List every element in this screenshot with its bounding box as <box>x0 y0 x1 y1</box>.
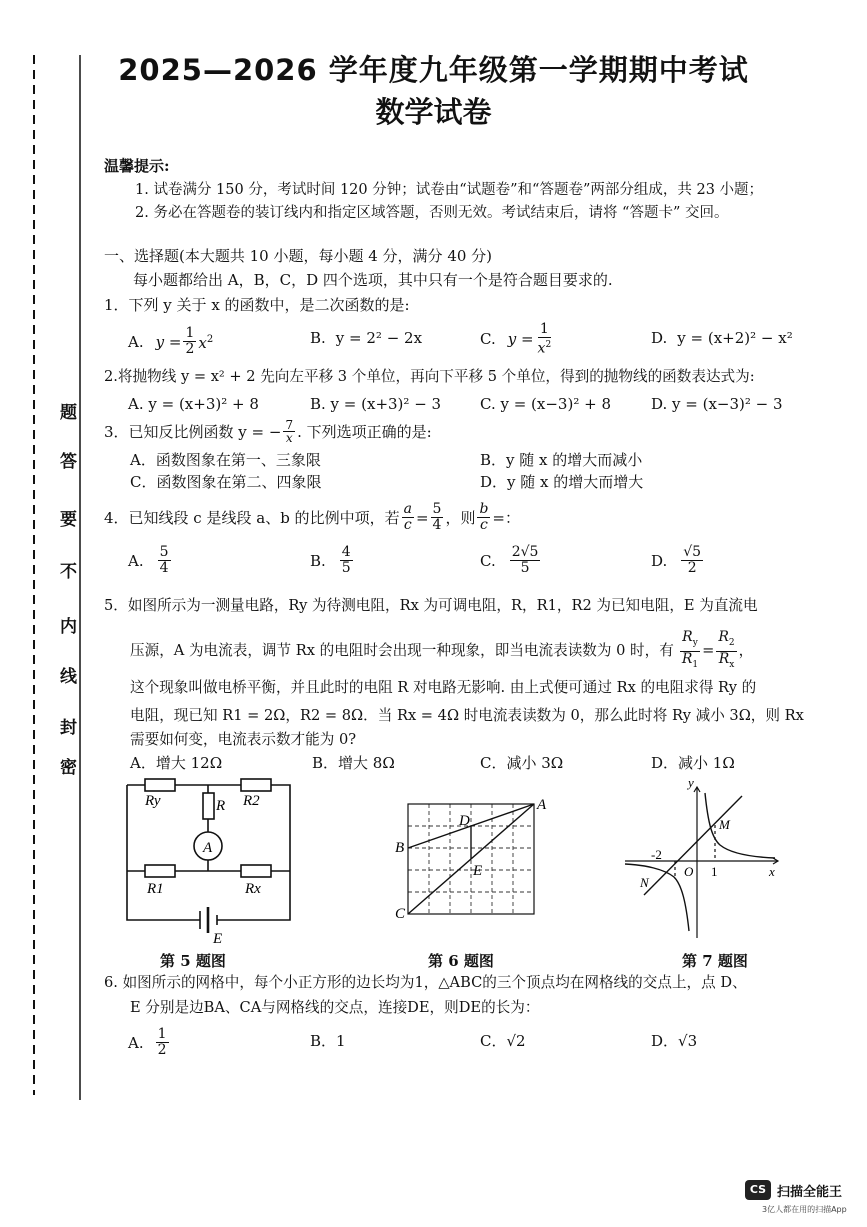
fraction: $\frac{b}{c}$ <box>479 501 489 533</box>
scanner-watermark <box>745 1180 842 1200</box>
fig7-label-x: x <box>769 864 775 879</box>
fraction: $\frac{5}{4}$ <box>432 501 442 533</box>
notice-item: 2. 务必在答题卷的装订线内和指定区域答题，否则无效。考试结束后，请将 “答题卡” 交回。 <box>135 205 729 221</box>
fraction: $\frac{7}{x}$ <box>285 418 294 445</box>
q3-option-c: C．函数图象在第二、四象限 <box>130 473 322 491</box>
question-1-stem: 1．下列 y 关于 x 的函数中，是二次函数的是: <box>104 296 410 314</box>
question-5-line: 5．如图所示为一测量电路，Ry 为待测电阻，Rx 为可调电阻，R，R1，R2 为已知电阻，E 为直流电 <box>104 597 758 614</box>
q1-option-b: B. y = 2² − 2x <box>310 329 423 347</box>
q2-option-a: A. y = (x+3)² + 8 <box>128 395 259 413</box>
sidebar-char: 答 <box>60 452 77 472</box>
notice-item: 1. 试卷满分 150 分，考试时间 120 分钟；试卷由“试题卷”和“答题卷”两部分组成，共 23 小题； <box>135 182 764 198</box>
q6-option-b: B．1 <box>310 1032 346 1050</box>
figure-6-caption: 第 6 题图 <box>428 952 494 970</box>
question-6-line: 6. 如图所示的网格中，每个小正方形的边长均为1，△ABC的三个顶点均在网格线的交点上，点 D、 <box>104 974 747 991</box>
fig7-label-neg2: -2 <box>651 847 662 862</box>
fig7-label-1: 1 <box>711 864 718 879</box>
fig7-label-n: N <box>640 875 649 890</box>
sidebar-char: 题 <box>60 403 77 423</box>
fig6-label-b: B <box>395 840 405 856</box>
page-title: 2025—2026 学年度九年级第一学期期中考试 <box>118 53 749 87</box>
fig5-label-e: E <box>213 931 223 945</box>
figure-5-circuit <box>115 775 305 945</box>
sidebar-char: 封 <box>60 718 77 738</box>
sidebar-char: 线 <box>60 667 77 687</box>
q6-option-a: A. $\frac{1}{2}$ <box>128 1026 167 1058</box>
page-subtitle: 数学试卷 <box>375 95 492 129</box>
figure-7-caption: 第 7 题图 <box>682 952 748 970</box>
option-letter: C. <box>480 330 496 349</box>
fig5-label-r: R <box>216 798 226 814</box>
question-5-line: 这个现象叫做电桥平衡，并且此时的电阻 R 对电路无影响. 由上式便可通过 Rx 的电阻求得 Ry 的 <box>130 679 757 696</box>
fig7-label-y: y <box>688 775 694 790</box>
q1-option-d: D. y = (x+2)² − x² <box>651 329 793 347</box>
q6-option-c: C．√2 <box>480 1032 526 1050</box>
fig7-label-o: O <box>684 864 694 879</box>
scanner-logo-icon: CS <box>745 1180 771 1200</box>
question-3-stem: 3．已知反比例函数 y = − $\frac{7}{x}$ . 下列选项正确的是: <box>104 418 432 445</box>
q1-option-c: C. y = $\frac{1}{x^2}$ <box>480 321 552 357</box>
q5-option-d: D．减小 1Ω <box>651 754 735 772</box>
figure-7-graph <box>620 773 785 943</box>
q5-option-c: C．减小 3Ω <box>480 754 564 772</box>
q2-option-c: C. y = (x−3)² + 8 <box>480 395 611 413</box>
q3-option-b: B．y 随 x 的增大而减小 <box>480 451 643 469</box>
q2-option-b: B. y = (x+3)² − 3 <box>310 395 442 413</box>
sidebar-char: 内 <box>60 617 77 637</box>
option-letter: A. <box>128 332 144 351</box>
q4-option-c: C. $\frac{2√5}{5}$ <box>480 544 539 576</box>
figure-6-grid <box>390 793 555 933</box>
question-6-line: E 分别是边BA、CA与网格线的交点，连接DE，则DE的长为： <box>130 999 540 1016</box>
fraction: $\frac{a}{c}$ <box>403 501 412 533</box>
sidebar-char: 密 <box>60 758 77 778</box>
fig5-label-r1: R1 <box>147 881 164 897</box>
section-instruction: 每小题都给出 A，B，C，D 四个选项，其中只有一个是符合题目要求的. <box>133 271 613 289</box>
q3-option-d: D．y 随 x 的增大而增大 <box>480 473 644 491</box>
q2-option-d: D. y = (x−3)² − 3 <box>651 395 783 413</box>
figure-5-caption: 第 5 题图 <box>160 952 226 970</box>
q3-option-a: A．函数图象在第一、三象限 <box>130 451 321 469</box>
question-5-line: 需要如何变，电流表示数才能为 0? <box>130 731 357 748</box>
question-5-line: 压源，A 为电流表，调节 Rx 的电阻时会出现一种现象，即当电流表读数为 0 时，有 $\frac{R_y}{R_1}$ = $\frac{R_2}{R_x}$ ， <box>130 629 754 670</box>
fig5-label-ry: Ry <box>145 793 161 809</box>
q5-option-a: A．增大 12Ω <box>130 754 223 772</box>
fig6-label-c: C <box>395 906 406 922</box>
q5-option-b: B．增大 8Ω <box>312 754 395 772</box>
fraction: $\frac{1}{x^2}$ <box>537 321 552 357</box>
scanner-brand: 扫描全能王 <box>777 1184 843 1200</box>
q6-option-d: D．√3 <box>651 1032 698 1050</box>
fig7-label-m: M <box>719 817 730 832</box>
sidebar-char: 不 <box>60 562 77 582</box>
q4-option-b: B. $\frac{4}{5}$ <box>310 544 351 576</box>
fig5-label-ammeter: A <box>203 840 213 856</box>
fig6-label-a: A <box>537 797 547 813</box>
scanner-tagline: 3亿人都在用的扫描App <box>762 1205 847 1214</box>
q4-option-d: D. $\frac{√5}{2}$ <box>651 544 702 576</box>
notice-heading: 温馨提示: <box>104 157 170 175</box>
sidebar-char: 要 <box>60 510 77 530</box>
question-4-stem: 4．已知线段 c 是线段 a、b 的比例中项，若 $\frac{a}{c}$ = $\frac{5}{4}$ ，则 $\frac{b}{c}$ =： <box>104 501 520 533</box>
fig6-label-d: D <box>459 813 470 829</box>
q1-option-a: A. y = $\frac{1}{2}$ $x^2$ <box>128 325 214 357</box>
section-heading: 一、选择题(本大题共 10 小题，每小题 4 分，满分 40 分) <box>104 247 493 265</box>
question-2-stem: 2.将抛物线 y = x² + 2 先向左平移 3 个单位，再向下平移 5 个单位，得到的抛物线的函数表达式为: <box>104 368 755 385</box>
question-5-line: 电阻，现已知 R1 = 2Ω，R2 = 8Ω．当 Rx = 4Ω 时电流表读数为 0，那么此时将 Ry 减小 3Ω，则 Rx <box>130 707 804 724</box>
fraction: $\frac{1}{2}$ <box>185 325 195 357</box>
fig5-label-r2: R2 <box>243 793 260 809</box>
fig5-label-rx: Rx <box>245 881 261 897</box>
fig6-label-e: E <box>473 863 483 879</box>
q4-option-a: A. $\frac{5}{4}$ <box>128 544 169 576</box>
